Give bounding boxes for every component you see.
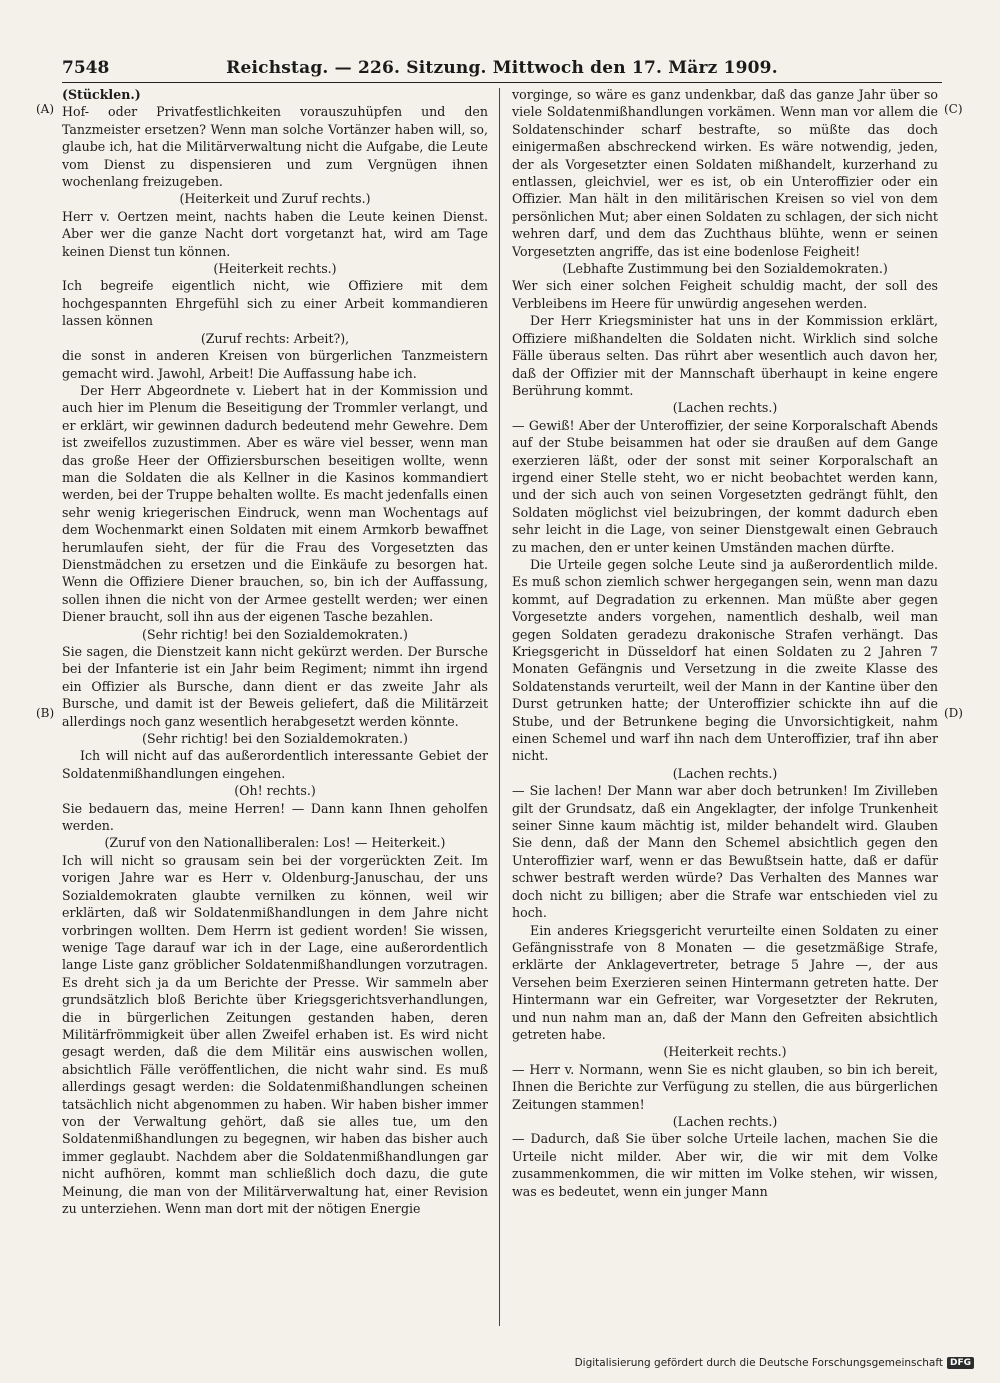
paragraph: vorginge, so wäre es ganz undenkbar, daß das ganze Jahr über so viele Soldatenmißhandlungen vorkämen. Wenn man vor allem die Soldatenschinder scharf bestrafte, so müßte das doch einigermaßen abschreckend wirken. Es wäre notwendig, jeden, der als Vorgesetzter einen Soldaten mißhandelt, kurzerhand zu entlassen, gleichviel, wer es ist, ob ein Unteroffizier oder ein Offizier. Man hält in den militärischen Kreisen so viel von dem persönlichen Mut; aber einen Soldaten zu schlagen, der sich nicht wehren darf, und dem das Zuchthaus blühte, wenn er seinen Vorgesetzten angriffe, das ist eine bodenlose Feigheit! [512, 87, 938, 259]
interjection: (Sehr richtig! bei den Sozialdemokraten.) [142, 626, 408, 642]
interjection: (Heiterkeit rechts.) [213, 261, 337, 277]
paragraph: Ich will nicht auf das außerordentlich interessante Gebiet der Soldatenmißhandlungen eingehen. [62, 748, 488, 781]
page-header [62, 52, 942, 78]
speaker-name: (Stücklen.) [62, 87, 141, 102]
paragraph: — Dadurch, daß Sie über solche Urteile lachen, machen Sie die Urteile nicht milder. Aber wir, die wir mit dem Volke zusammenkommen, die wir mitten im Volke stehen, wir wissen, was es bedeutet, wenn ein junger Mann [512, 1131, 938, 1199]
paragraph: — Gewiß! Aber der Unteroffizier, der seine Korporalschaft Abends auf der Stube beisammen hat oder sie draußen auf dem Gange exerzieren läßt, oder der sonst mit seiner Korporalschaft an irgend einer Stelle steht, wo er nicht beobachtet werden kann, und der sich auch von seinen Vorgesetzten gedrängt fühlt, den Soldaten möglichst viel beizubringen, der kommt dadurch eben sehr leicht in die Lage, von seiner Dienstgewalt einen Gebrauch zu machen, den er unter keinen Umständen machen dürfte. [512, 417, 938, 555]
paragraph: — Sie lachen! Der Mann war aber doch betrunken! Im Zivilleben gilt der Grundsatz, daß ein Angeklagter, der infolge Trunkenheit seiner Sinne kaum mächtig ist, milder behandelt wird. Glauben Sie denn, daß der Mann den Schemel absichtlich gegen den Unteroffizier warf, wenn er das Bewußtsein hatte, daß er dafür schwer bestraft werden würde? Das Verhalten des Mannes war doch nicht zu billigen; aber die Strafe war entschieden viel zu hoch. [512, 783, 938, 921]
interjection: (Lachen rechts.) [672, 1113, 778, 1129]
header-rule [62, 82, 942, 83]
right-column [512, 86, 938, 1326]
interjection: (Zuruf rechts: Arbeit?), [200, 330, 350, 346]
interjection: (Lachen rechts.) [672, 400, 778, 416]
paragraph: die sonst in anderen Kreisen von bürgerlichen Tanzmeistern gemacht wird. Jawohl, Arbeit! Die Auffassung habe ich. [62, 348, 488, 381]
interjection: (Lachen rechts.) [672, 765, 778, 781]
left-column [62, 86, 488, 1326]
interjection: (Oh! rechts.) [234, 783, 316, 799]
column-divider [499, 88, 500, 1326]
paragraph: Herr v. Oertzen meint, nachts haben die Leute keinen Dienst. Aber wer die ganze Nacht dort vorgetanzt hat, wird am Tage keinen Dienst tun können. [62, 208, 488, 259]
paragraph: Der Herr Kriegsminister hat uns in der Kommission erklärt, Offiziere mißhandelten die Soldaten nicht. Wirklich sind solche Fälle überaus selten. Das rührt aber wesentlich auch davon her, daß der Offizier mit der Mannschaft überhaupt in keine engere Berührung kommt. [512, 313, 938, 398]
interjection: (Lebhafte Zustimmung bei den Sozialdemokraten.) [562, 261, 888, 277]
paragraph: Sie bedauern das, meine Herren! — Dann kann Ihnen geholfen werden. [62, 800, 488, 834]
margin-mark-c: (C) [944, 102, 963, 116]
interjection: (Heiterkeit rechts.) [663, 1044, 787, 1060]
interjection: (Zuruf von den Nationalliberalen: Los! — Heiterkeit.) [104, 835, 446, 851]
paragraph: Die Urteile gegen solche Leute sind ja außerordentlich milde. Es muß schon ziemlich schwer hergegangen sein, wenn man dazu kommt, auf Degradation zu erkennen. Man müßte aber gegen Vorgesetzte anders vorgehen, namentlich deshalb, weil man gegen Soldaten geradezu drakonische Strafen verhängt. Das Kriegsgericht in Düsseldorf hat einen Soldaten zu 2 Jahren 7 Monaten Gefängnis und Versetzung in die zweite Klasse des Soldatenstands verurteilt, weil der Mann in der Kantine über den Durst getrunken hatte; der Unteroffizier schickte ihn auf die Stube, und der Betrunkene beging die Unvorsichtigkeit, nahm einen Schemel und warf ihn nach dem Unteroffizier, traf ihn aber nicht. [512, 556, 938, 764]
paragraph: Ich begreife eigentlich nicht, wie Offiziere mit dem hochgespannten Ehrgefühl sich zu einer Arbeit kommandieren lassen können [62, 278, 488, 329]
interjection: (Heiterkeit und Zuruf rechts.) [179, 191, 371, 207]
margin-mark-d: (D) [944, 706, 963, 720]
paragraph: Hof- oder Privatfestlichkeiten vorauszuhüpfen und den Tanzmeister ersetzen? Wenn man solche Vortänzer haben will, so, glaube ich, hat die Militärverwaltung nicht die Aufgabe, die Leute vom Dienst zu dispensieren und zum Vergnügen ihnen wochenlang freizugeben. [62, 104, 488, 190]
margin-mark-b: (B) [36, 706, 55, 720]
paragraph: — Herr v. Normann, wenn Sie es nicht glauben, so bin ich bereit, Ihnen die Berichte zur Verfügung zu stellen, die aus bürgerlichen Zeitungen stammen! [512, 1061, 938, 1112]
paragraph: Wer sich einer solchen Feigheit schuldig macht, der soll des Verbleibens im Heere für unwürdig angesehen werden. [512, 278, 938, 311]
paragraph: Der Herr Abgeordnete v. Liebert hat in der Kommission und auch hier im Plenum die Beseitigung der Trommler verlangt, und er erklärt, wir gewinnen dadurch bedeutend mehr Gewehre. Dem ist zweifellos zuzustimmen. Aber es wäre viel besser, wenn man das große Heer der Offiziersburschen beseitigen wollte, wenn man die Soldaten die als Kellner in die Kasinos kommandiert werden, bei der Truppe behalten wollte. Es macht jedenfalls einen sehr wenig kriegerischen Eindruck, wenn man Wochentags auf dem Wochenmarkt einen Soldaten mit einem Armkorb bewaffnet herumlaufen sieht, der für die Frau des Vorgesetzten das Dienstmädchen zu ersetzen und die Einkäufe zu besorgen hat. Wenn die Offiziere Diener brauchen, so, bin ich der Auffassung, sollen ihnen die nicht von der Armee gestellt werden; wer einen Diener braucht, soll ihn aus der eigenen Tasche bezahlen. [62, 382, 488, 625]
digitization-footer [575, 1357, 974, 1369]
interjection: (Sehr richtig! bei den Sozialdemokraten.) [142, 731, 408, 747]
document-page [62, 40, 942, 1330]
footer-credit: Digitalisierung gefördert durch die Deutsche Forschungsgemeinschaft [574, 1357, 943, 1369]
paragraph: Ich will nicht so grausam sein bei der vorgerückten Zeit. Im vorigen Jahre war es Herr v. Oldenburg-Januschau, der uns Sozialdemokraten glaubte vernilken zu können, weil wir erklärten, daß wir Soldatenmißhandlungen in dem Jahre nicht vorbringen wollten. Dem Herrn ist gedient worden! Sie wissen, wenige Tage darauf war ich in der Lage, eine außerordentlich lange Liste ganz gröblicher Soldatenmißhandlungen vorzutragen. Es dreht sich ja da um Berichte der Presse. Wir sammeln aber grundsätzlich bloß Berichte über Kriegsgerichtsverhandlungen, die in bürgerlichen Zeitungen gestanden haben, deren Militärfrömmigkeit über allen Zweifel erhaben ist. Es wird nicht gesagt werden, daß die dem Militär eins auswischen wollen, absichtlich Fälle veröffentlichen, die nicht wahr sind. Es muß allerdings gesagt werden: die Soldatenmißhandlungen scheinen tatsächlich nicht abgenommen zu haben. Wir haben bisher immer von der Verwaltung gehört, daß sie alles tue, um den Soldatenmißhandlungen zu begegnen, wir haben das bisher auch immer geglaubt. Nachdem aber die Soldatenmißhandlungen gar nicht aufhören, kommt man schließlich doch dazu, die gute Meinung, die man von der Militärverwaltung hat, einer Revision zu unterziehen. Wenn man dort mit der nötigen Energie [62, 852, 488, 1216]
paragraph: Sie sagen, die Dienstzeit kann nicht gekürzt werden. Der Bursche bei der Infanterie ist ein Jahr beim Regiment; nimmt ihn irgend ein Offizier als Bursche, dann dient er das zweite Jahr als Bursche, und damit ist der Beweis geliefert, daß die Militärzeit allerdings noch ganz wesentlich herabgesetzt werden könnte. [62, 644, 488, 729]
page-number: 7548 [62, 58, 110, 78]
running-title: Reichstag. — 226. Sitzung. Mittwoch den 17. März 1909. [226, 58, 778, 78]
margin-mark-a: (A) [36, 102, 55, 116]
dfg-logo: DFG [947, 1357, 974, 1369]
paragraph: Ein anderes Kriegsgericht verurteilte einen Soldaten zu einer Gefängnisstrafe von 8 Monaten — die gesetzmäßige Strafe, erklärte der Anklagevertreter, betrage 5 Jahre —, der aus Versehen beim Exerzieren seinen Hintermann getreten hatte. Der Hintermann war ein Gefreiter, war Vorgesetzter der Rekruten, und nun nahm man an, daß der Mann den Gefreiten absichtlich getreten habe. [512, 922, 938, 1042]
